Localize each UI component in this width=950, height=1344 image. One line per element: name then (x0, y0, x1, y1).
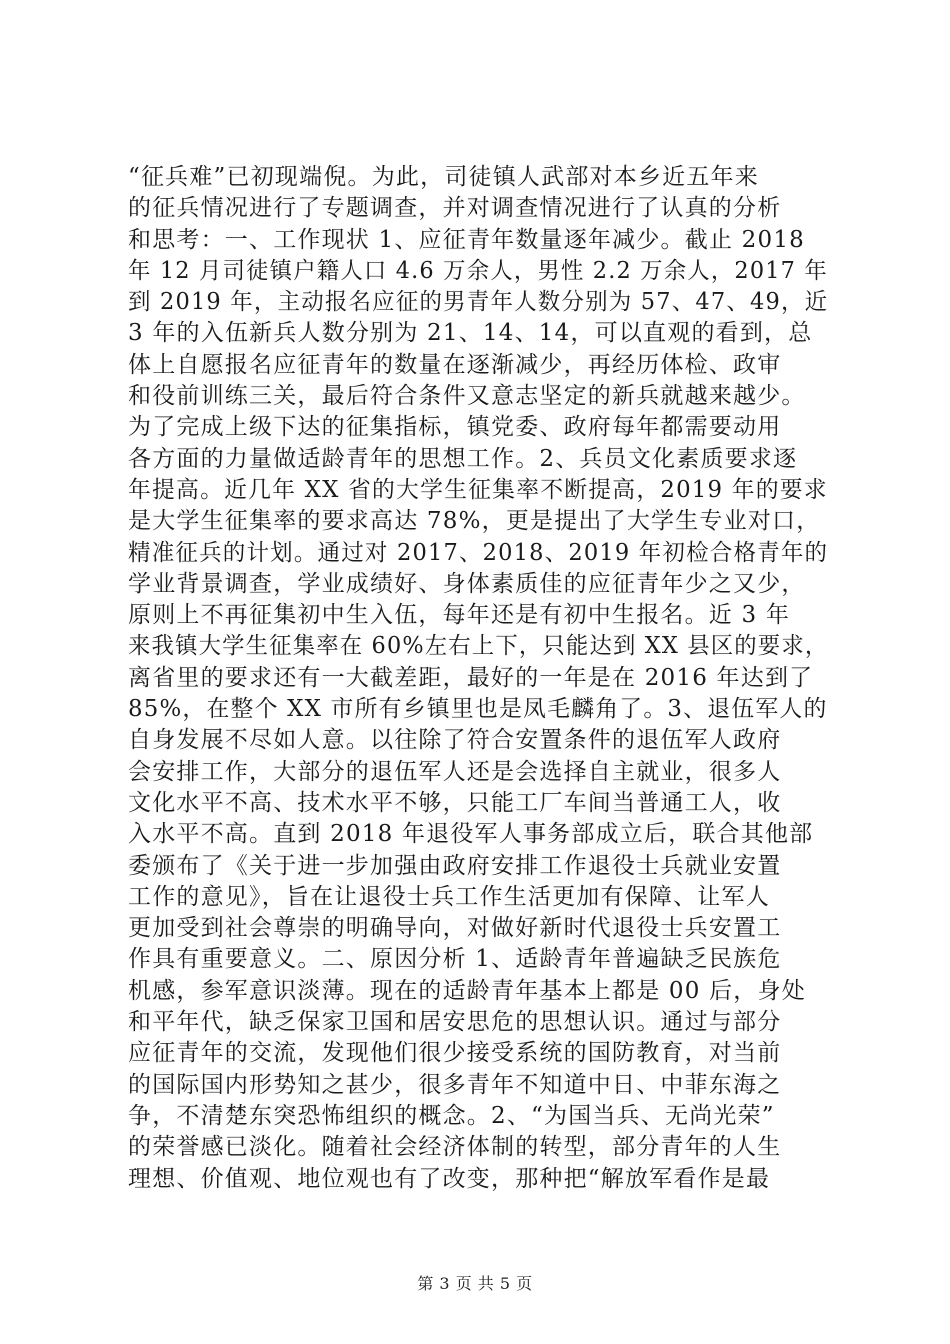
text-line: 应征青年的交流，发现他们很少接受系统的国防教育，对当前 (128, 1040, 782, 1067)
text-line: 和役前训练三关，最后符合条件又意志坚定的新兵就越来越少。 (128, 383, 806, 410)
text-line: 年提高。近几年 XX 省的大学生征集率不断提高，2019 年的要求 (128, 476, 828, 503)
page-footer: 第 3 页 共 5 页 (417, 1274, 533, 1293)
text-line: 和平年代，缺乏保家卫国和居安思危的思想认识。通过与部分 (128, 1009, 782, 1036)
text-line: 的荣誉感已淡化。随着社会经济体制的转型，部分青年的人生 (128, 1134, 782, 1161)
text-line: 工作的意见》，旨在让退役士兵工作生活更加有保障、让军人 (128, 883, 770, 910)
text-line: 文化水平不高、技术水平不够，只能工厂车间当普通工人，收 (128, 789, 782, 816)
text-line: 是大学生征集率的要求高达 78%，更是提出了大学生专业对口， (128, 508, 821, 535)
text-line: “征兵难”已初现端倪。为此，司徒镇人武部对本乡近五年来 (128, 164, 759, 190)
text-line: 的国际国内形势知之甚少，很多青年不知道中日、中菲东海之 (128, 1071, 782, 1098)
text-line: 争，不清楚东突恐怖组织的概念。2、“为国当兵、无尚光荣” (128, 1102, 775, 1129)
text-line: 精准征兵的计划。通过对 2017、2018、2019 年初检合格青年的 (128, 539, 829, 566)
text-line: 85%，在整个 XX 市所有乡镇里也是凤毛麟角了。3、退伍军人的 (128, 696, 828, 723)
text-line: 体上自愿报名应征青年的数量在逐渐减少，再经历体检、政审 (128, 351, 782, 378)
text-line: 机感，参军意识淡薄。现在的适龄青年基本上都是 00 后，身处 (128, 977, 806, 1004)
text-line: 的征兵情况进行了专题调查，并对调查情况进行了认真的分析 (128, 195, 782, 222)
text-line: 学业背景调查，学业成绩好、身体素质佳的应征青年少之又少， (128, 570, 806, 597)
text-line: 自身发展不尽如人意。以往除了符合安置条件的退伍军人政府 (128, 727, 782, 754)
text-line: 年 12 月司徒镇户籍人口 4.6 万余人，男性 2.2 万余人，2017 年 (128, 257, 828, 284)
text-line: 更加受到社会尊崇的明确导向，对做好新时代退役士兵安置工 (128, 915, 782, 942)
text-line: 理想、价值观、地位观也有了改变，那种把“解放军看作是最 (128, 1165, 771, 1192)
text-line: 离省里的要求还有一大截差距，最好的一年是在 2016 年达到了 (128, 664, 814, 691)
text-line: 3 年的入伍新兵人数分别为 21、14、14，可以直观的看到，总 (128, 320, 813, 347)
text-line: 为了完成上级下达的征集指标，镇党委、政府每年都需要动用 (128, 414, 782, 441)
text-line: 委颁布了《关于进一步加强由政府安排工作退役士兵就业安置 (128, 852, 782, 879)
text-line: 到 2019 年，主动报名应征的男青年人数分别为 57、47、49，近 (128, 289, 829, 316)
text-line: 原则上不再征集初中生入伍，每年还是有初中生报名。近 3 年 (128, 602, 791, 629)
text-line: 会安排工作，大部分的退伍军人还是会选择自主就业，很多人 (128, 758, 782, 785)
text-line: 入水平不高。直到 2018 年退役军人事务部成立后，联合其他部 (128, 821, 814, 848)
text-line: 和思考：一、工作现状 1、应征青年数量逐年减少。截止 2018 (128, 226, 805, 253)
text-line: 来我镇大学生征集率在 60%左右上下，只能达到 XX 县区的要求， (128, 633, 829, 660)
text-line: 作具有重要意义。二、原因分析 1、适龄青年普遍缺乏民族危 (128, 946, 782, 973)
document-body (128, 162, 828, 1195)
text-line: 各方面的力量做适龄青年的思想工作。2、兵员文化素质要求逐 (128, 445, 798, 472)
